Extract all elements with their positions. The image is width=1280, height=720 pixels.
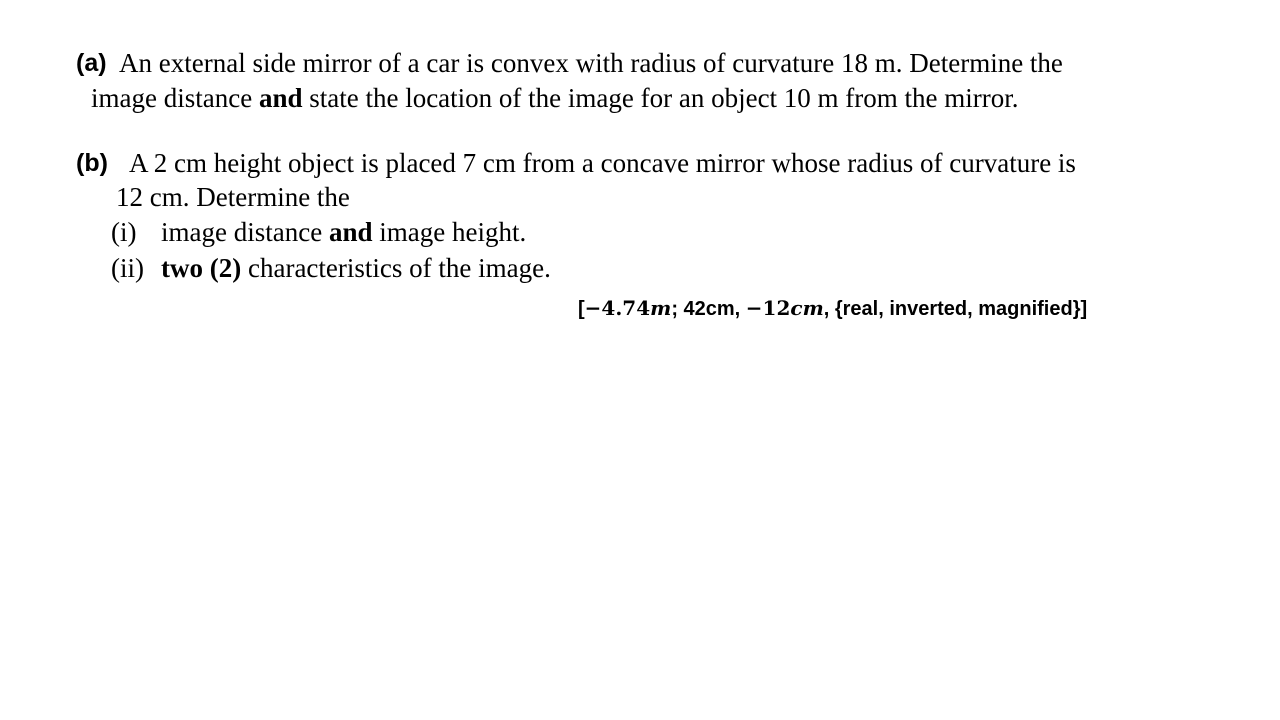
answer-separator-1: ; 42cm, — [671, 298, 746, 320]
item-i-marker: (i) — [111, 217, 137, 247]
question-b-item-ii-text — [161, 251, 551, 286]
question-a-line-2-bold: and — [258, 83, 303, 113]
answer-value-2: −12 — [745, 296, 791, 320]
question-a-line-1: An external side mirror of a car is convex with radius of curvature 18 m. Determine the — [119, 48, 1063, 78]
answer-key — [578, 296, 1087, 321]
item-i-text-1: image distance — [161, 217, 329, 247]
question-a-line-2 — [91, 81, 1019, 116]
answer-value-1: −4.74 — [584, 296, 651, 320]
question-b-item-i-text — [161, 215, 526, 250]
item-ii-marker: (ii) — [111, 253, 144, 283]
answer-open-bracket: [ — [578, 298, 585, 320]
item-ii-text-2: characteristics of the image. — [241, 253, 551, 283]
item-i-text-2: image height. — [372, 217, 527, 247]
question-b-item-ii — [111, 251, 144, 286]
question-b-item-i — [111, 215, 136, 250]
answer-unit-1: m — [650, 296, 672, 320]
question-a-label: (a) — [76, 49, 107, 77]
answer-unit-2: cm — [790, 296, 824, 320]
item-ii-bold: two (2) — [161, 253, 242, 283]
question-b-line-2: 12 cm. Determine the — [116, 182, 350, 212]
item-i-bold: and — [328, 217, 373, 247]
answer-tail: , {real, inverted, magnified}] — [823, 298, 1088, 320]
question-b-line-1: A 2 cm height object is placed 7 cm from a concave mirror whose radius of curvature is — [129, 148, 1076, 178]
question-a-line-2-text-2: state the location of the image for an object 10 m from the mirror. — [302, 83, 1019, 113]
question-a-line-2-text-1: image distance — [91, 83, 259, 113]
question-b-label: (b) — [76, 149, 108, 177]
